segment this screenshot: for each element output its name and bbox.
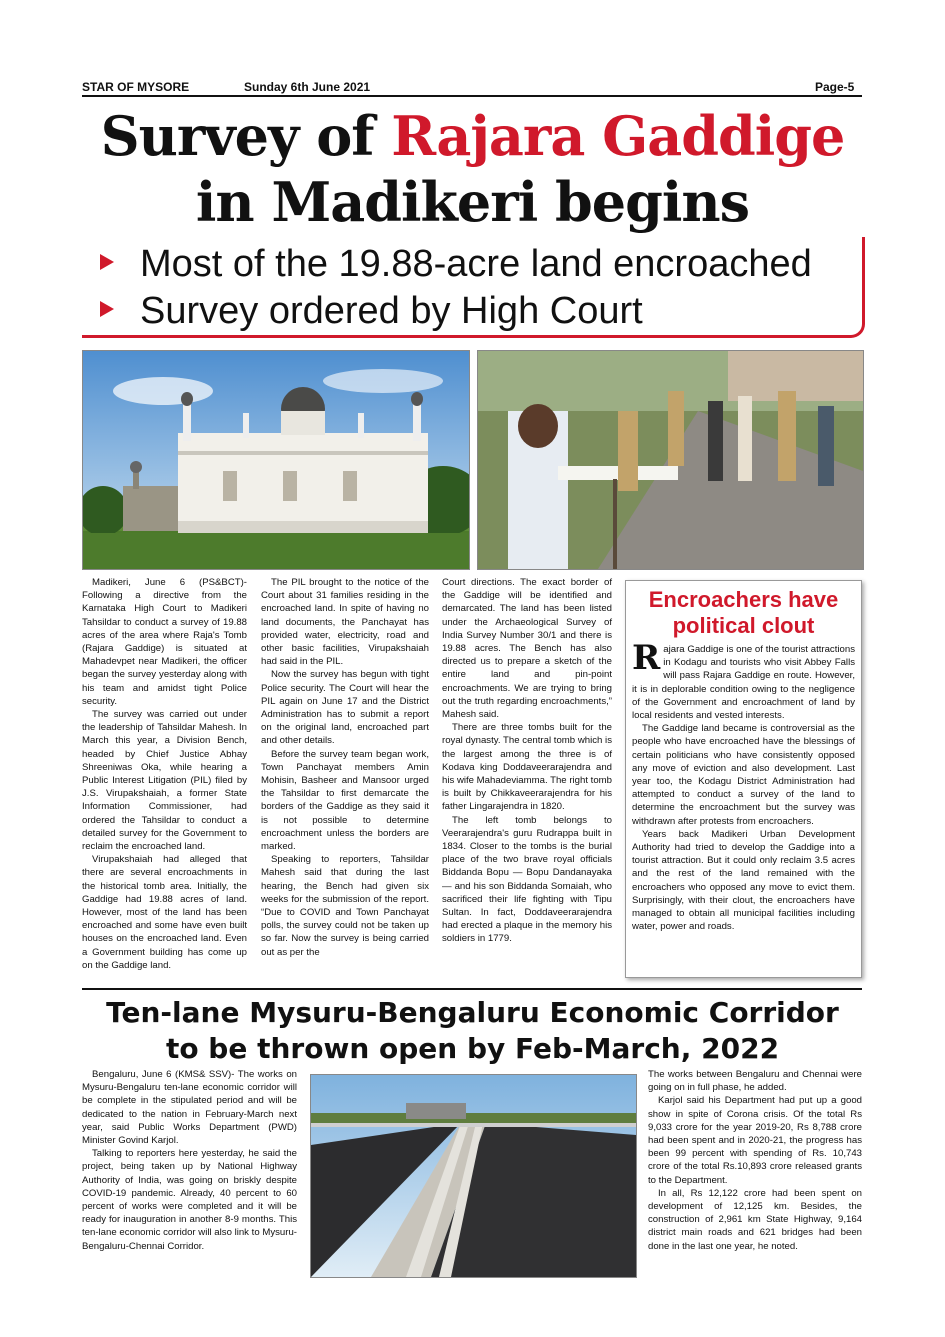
sidebar-text [626,638,861,933]
paragraph: The left tomb belongs to Veerarajendra's guru Rudrappa built in 1834. Closer to the tombs is the burial place of the two brave royal officials Biddanda Bopu — Bopu Dandanayaka — and his son Biddanda Somaiah, who sacrificed their life fighting with Tipu Sultan. In fact, Doddaveerarajendra had erected a plaque in the memory his soldiers in 1779. [442,814,612,945]
paragraph: Madikeri, June 6 (PS&BCT)- Following a directive from the Karnataka High Court to Madikeri Tahsildar to conduct a survey of 19.88 acres of the area where Raja's Tomb (Rajara Gaddige) is situated at Mahadevpet near Madikeri, the officer began the survey yesterday along with his team and amidst tight Police security. [82,577,247,707]
headline-part1: Survey of [100,104,374,168]
page-number: Page-5 [815,80,855,94]
second-story-col3 [648,1068,862,1253]
tomb-photo [82,350,470,570]
paragraph: Talking to reporters here yesterday, he said the project, being taken up by National Highway Authority of India, was going on briskly despite COVID-19 pandemic. Already, 40 percent to 60 percent of works were completed and it will be ready for inauguration in another 8-9 months. This ten-lane economic corridor will also link to Mysuru-Bengaluru-Chennai Corridor. [82,1148,297,1252]
second-story-col1 [82,1068,297,1253]
paragraph: The PIL brought to the notice of the Court about 31 families residing in the encroached land. In spite of having no land documents, the Panchayat has provided water, electricity, road and other basic facilities, Virupakshaiah had said in the PIL. [261,577,429,668]
paragraph: The Gaddige land became is controversial as the people who have encroached have the blessings of certain politicians who have consistently opposed any move of eviction and also development. Last year too, the Kodagu District Administration had attempted to conduct a survey of the land to determine the encroachment but the survey was withdrawn after protests from encroachers. [632,723,855,827]
paragraph: Before the survey team began work, Town Panchayat members Amin Mohisin, Basheer and Mansoor urged the Tahsildar to first demarcate the borders of the Gaddige as they said it is not possible to determine encroachment unless the borders are marked. [261,748,429,853]
paragraph: In all, Rs 12,122 crore had been spent on development of 12,125 km. Besides, the construction of 2,961 km State Highway, 9,164 district main roads and 621 bridges had been done in the last one year, he noted. [648,1187,862,1252]
paragraph: Now the survey has begun with tight Police security. The Court will hear the PIL again on June 17 and the District Administration has to submit a report on the original land, encroached part and other details. [261,669,429,747]
bullet-2 [100,289,643,333]
main-story-col3 [442,576,612,946]
paragraph: Virupakshaiah had alleged that there are several encroachments in the historical tomb area. Initially, the Gaddige had 19.88 acres of land. However, most of the land has been encroached and some have even built houses on the encroached land. Even a Government building has come up on the Gaddige land. [82,854,247,971]
second-headline-line1: Ten-lane Mysuru-Bengaluru Economic Corridor [106,996,839,1029]
second-headline-line2: to be thrown open by Feb-March, 2022 [165,1032,780,1065]
paragraph: There are three tombs built for the royal dynasty. The central tomb which is the largest among the three is of Kodava king Doddaveerarajendra and his wife Mahadeviamma. The right tomb is built by Chikkaveerarajendra for his father Lingarajendra in 1820. [442,722,612,813]
paragraph: Bengaluru, June 6 (KMS& SSV)- The works on Mysuru-Bengaluru ten-lane economic corridor will be complete in the stipulated period and will be dedicated to the nation in February-March next year, said Public Works Department (PWD) Minister Govind Karjol. [82,1069,297,1147]
bullet-arrow-icon [100,301,114,317]
issue-date: Sunday 6th June 2021 [244,80,371,94]
paragraph: Court directions. The exact border of the Gaddige will be identified and demarcated. The land has been listed under the Archaeological Survey of India Survey Number 30/1 and there is 19.88 acres. The Bench has also directed us to prepare a sketch of the entire land and pin-point encroachments. We are trying to bring out the truth regarding encroachments,” Mahesh said. [442,577,612,721]
headline-highlight: Rajara Gaddige [391,104,845,168]
bullet-1 [100,242,812,286]
main-story-col2 [261,576,429,959]
header-rule [82,95,862,97]
bullet-arrow-icon [100,254,114,270]
sidebar-box [625,580,862,978]
main-headline-line1 [60,104,885,168]
paragraph: Years back Madikeri Urban Development Authority had tried to develop the Gaddige into a tourist attraction. But it could only reclaim 3.5 acres and the rest of the land remained with the encroachers who opposed any move to evict them. Surprisingly, with their clout, the encroachers have managed to obtain all municipal facilities including water, power and roads. [632,828,855,933]
highway-photo [310,1074,637,1278]
main-headline-line2: in Madikeri begins [195,170,750,234]
masthead-name: STAR OF MYSORE [82,80,190,94]
paragraph: Karjol said his Department had put up a good show in spite of Corona crisis. Of the total Rs 9,033 crore for the year 2019-20, Rs 8,788 crore had been spent and in 2020-21, the progress has been 99 percent with spending of Rs. 10,743 crore of the total Rs.10,893 crore released grants to the Department. [648,1095,862,1186]
section-rule [82,988,862,990]
paragraph: ajara Gaddige is one of the tourist attractions in Kodagu and tourists who visit Abbey Falls will pass Rajara Gaddige en route. However, it is in deplorable condition owing to the negligence of the Government and encroachment of land by local residents and vested interests. [632,644,855,722]
bullet-text: Most of the 19.88-acre land encroached [140,243,812,285]
paragraph: The works between Bengaluru and Chennai were going on in full phase, he added. [648,1069,862,1094]
main-story-col1 [82,576,247,972]
drop-cap: R [632,638,661,678]
paragraph: Speaking to reporters, Tahsildar Mahesh said that during the last hearing, the Bench had given six weeks for the submission of the report. “Due to COVID and Town Panchayat polls, the survey could not be taken up so far. Now the survey is being carried out as per the [261,854,429,958]
paragraph: The survey was carried out under the leadership of Tahsildar Mahesh. In March this year, a Division Bench, headed by Chief Justice Abhay Shreeniwas Oka, while hearing a Public Interest Litigation (PIL) filed by J.S. Virupakshaiah, a former State Information Commissioner, had ordered the Tahsildar to conduct a detailed survey for the Government to reclaim the encroached land. [82,709,247,853]
sidebar-title: Encroachers have political clout [648,587,839,638]
bullet-text: Survey ordered by High Court [140,290,643,332]
survey-photo [477,350,864,570]
